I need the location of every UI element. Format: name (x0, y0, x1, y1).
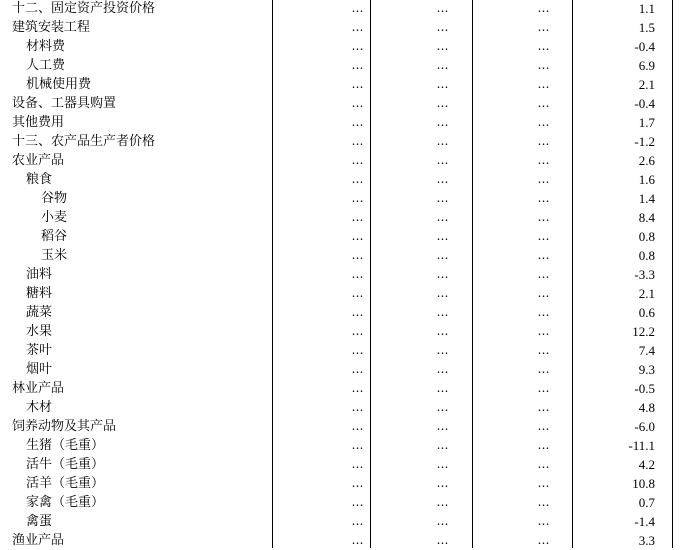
placeholder-cell: … (537, 115, 549, 129)
placeholder-cell: … (537, 343, 549, 357)
placeholder-cell: … (436, 514, 448, 528)
placeholder-cell: … (436, 324, 448, 338)
placeholder-cell: … (436, 495, 448, 509)
placeholder-cell: … (351, 20, 363, 34)
row-label: 人工费 (26, 58, 66, 73)
table-row (0, 151, 693, 170)
placeholder-cell: … (537, 419, 549, 433)
row-label: 粮食 (26, 172, 53, 187)
placeholder-cell: … (537, 153, 549, 167)
value-cell: 2.6 (638, 153, 655, 168)
row-label: 糖料 (26, 286, 53, 301)
placeholder-cell: … (537, 248, 549, 262)
row-label: 十二、固定资产投资价格 (12, 1, 156, 16)
value-cell: -0.4 (634, 39, 655, 54)
placeholder-cell: … (351, 229, 363, 243)
placeholder-cell: … (351, 381, 363, 395)
row-label: 小麦 (41, 210, 68, 225)
value-cell: 2.1 (638, 286, 655, 301)
placeholder-cell: … (537, 457, 549, 471)
table-row (0, 512, 693, 531)
placeholder-cell: … (351, 419, 363, 433)
row-label: 油料 (26, 267, 53, 282)
placeholder-cell: … (537, 191, 549, 205)
placeholder-cell: … (351, 134, 363, 148)
table-row (0, 94, 693, 113)
row-label: 谷物 (41, 191, 68, 206)
placeholder-cell: … (436, 476, 448, 490)
placeholder-cell: … (537, 438, 549, 452)
placeholder-cell: … (351, 514, 363, 528)
table-row (0, 493, 693, 512)
row-label: 材料费 (26, 39, 66, 54)
placeholder-cell: … (351, 248, 363, 262)
value-cell: 1.6 (638, 172, 655, 187)
row-label: 木材 (26, 400, 53, 415)
row-label: 禽蛋 (26, 514, 53, 529)
row-label: 十三、农产品生产者价格 (12, 134, 156, 149)
placeholder-cell: … (537, 1, 549, 15)
value-cell: -0.5 (634, 381, 655, 396)
placeholder-cell: … (537, 39, 549, 53)
value-cell: 0.6 (638, 305, 655, 320)
placeholder-cell: … (351, 476, 363, 490)
value-cell: 0.7 (638, 495, 655, 510)
placeholder-cell: … (351, 172, 363, 186)
placeholder-cell: … (436, 134, 448, 148)
value-cell: 4.8 (638, 400, 655, 415)
value-cell: 8.4 (638, 210, 655, 225)
placeholder-cell: … (537, 305, 549, 319)
placeholder-cell: … (537, 495, 549, 509)
placeholder-cell: … (436, 115, 448, 129)
table-row (0, 436, 693, 455)
placeholder-cell: … (351, 58, 363, 72)
value-cell: -6.0 (634, 419, 655, 434)
table-row (0, 398, 693, 417)
value-cell: 7.4 (638, 343, 655, 358)
table-row (0, 37, 693, 56)
placeholder-cell: … (436, 286, 448, 300)
placeholder-cell: … (351, 39, 363, 53)
placeholder-cell: … (436, 229, 448, 243)
placeholder-cell: … (436, 96, 448, 110)
value-cell: 6.9 (638, 58, 655, 73)
placeholder-cell: … (537, 381, 549, 395)
placeholder-cell: … (537, 533, 549, 547)
row-label: 蔬菜 (26, 305, 53, 320)
placeholder-cell: … (351, 115, 363, 129)
placeholder-cell: … (537, 324, 549, 338)
placeholder-cell: … (537, 96, 549, 110)
value-cell: -1.2 (634, 134, 655, 149)
placeholder-cell: … (351, 305, 363, 319)
placeholder-cell: … (537, 362, 549, 376)
placeholder-cell: … (436, 172, 448, 186)
value-cell: 3.3 (638, 533, 655, 548)
row-label: 烟叶 (26, 362, 53, 377)
table-row (0, 303, 693, 322)
table-row (0, 75, 693, 94)
placeholder-cell: … (436, 191, 448, 205)
value-cell: -0.4 (634, 96, 655, 111)
table-row (0, 132, 693, 151)
placeholder-cell: … (351, 1, 363, 15)
table-row (0, 170, 693, 189)
placeholder-cell: … (436, 77, 448, 91)
row-label: 生猪（毛重） (26, 438, 105, 453)
table-row (0, 322, 693, 341)
table-row (0, 246, 693, 265)
placeholder-cell: … (351, 96, 363, 110)
row-label: 其他费用 (12, 115, 65, 130)
placeholder-cell: … (436, 400, 448, 414)
table-row (0, 189, 693, 208)
placeholder-cell: … (537, 134, 549, 148)
table-row (0, 18, 693, 37)
value-cell: 1.1 (638, 1, 655, 16)
placeholder-cell: … (351, 286, 363, 300)
placeholder-cell: … (537, 20, 549, 34)
placeholder-cell: … (436, 20, 448, 34)
placeholder-cell: … (351, 153, 363, 167)
placeholder-cell: … (436, 438, 448, 452)
value-cell: -11.1 (628, 438, 655, 453)
table-row (0, 531, 693, 550)
placeholder-cell: … (537, 514, 549, 528)
placeholder-cell: … (351, 343, 363, 357)
table-row (0, 417, 693, 436)
placeholder-cell: … (436, 210, 448, 224)
placeholder-cell: … (436, 362, 448, 376)
placeholder-cell: … (537, 400, 549, 414)
row-label: 活羊（毛重） (26, 476, 105, 491)
row-label: 家禽（毛重） (26, 495, 105, 510)
placeholder-cell: … (351, 533, 363, 547)
placeholder-cell: … (436, 457, 448, 471)
row-label: 饲养动物及其产品 (12, 419, 117, 434)
placeholder-cell: … (351, 77, 363, 91)
placeholder-cell: … (351, 400, 363, 414)
placeholder-cell: … (537, 58, 549, 72)
row-label: 林业产品 (12, 381, 65, 396)
placeholder-cell: … (537, 172, 549, 186)
row-label: 茶叶 (26, 343, 53, 358)
table-row (0, 265, 693, 284)
row-label: 设备、工器具购置 (12, 96, 117, 111)
placeholder-cell: … (436, 39, 448, 53)
table-row (0, 284, 693, 303)
row-label: 活牛（毛重） (26, 457, 105, 472)
placeholder-cell: … (537, 267, 549, 281)
placeholder-cell: … (351, 191, 363, 205)
value-cell: 9.3 (638, 362, 655, 377)
row-label: 机械使用费 (26, 77, 92, 92)
placeholder-cell: … (351, 210, 363, 224)
placeholder-cell: … (351, 324, 363, 338)
placeholder-cell: … (436, 305, 448, 319)
table-row (0, 455, 693, 474)
placeholder-cell: … (436, 58, 448, 72)
placeholder-cell: … (436, 153, 448, 167)
placeholder-cell: … (351, 362, 363, 376)
placeholder-cell: … (436, 419, 448, 433)
table-row (0, 379, 693, 398)
table-row (0, 113, 693, 132)
table-row (0, 341, 693, 360)
table-row (0, 474, 693, 493)
placeholder-cell: … (351, 267, 363, 281)
placeholder-cell: … (537, 210, 549, 224)
value-cell: -3.3 (634, 267, 655, 282)
row-label: 水果 (26, 324, 53, 339)
placeholder-cell: … (436, 343, 448, 357)
value-cell: 0.8 (638, 248, 655, 263)
placeholder-cell: … (537, 476, 549, 490)
placeholder-cell: … (351, 495, 363, 509)
value-cell: 1.7 (638, 115, 655, 130)
placeholder-cell: … (537, 229, 549, 243)
row-label: 农业产品 (12, 153, 65, 168)
placeholder-cell: … (537, 77, 549, 91)
value-cell: 0.8 (638, 229, 655, 244)
placeholder-cell: … (436, 381, 448, 395)
placeholder-cell: … (537, 286, 549, 300)
value-cell: 1.4 (638, 191, 655, 206)
placeholder-cell: … (436, 248, 448, 262)
row-label: 建筑安装工程 (12, 20, 91, 35)
row-label: 稻谷 (41, 229, 68, 244)
table-row (0, 227, 693, 246)
placeholder-cell: … (436, 267, 448, 281)
placeholder-cell: … (351, 457, 363, 471)
value-cell: 12.2 (632, 324, 655, 339)
table-row (0, 208, 693, 227)
value-cell: 10.8 (632, 476, 655, 491)
table-row (0, 0, 693, 18)
value-cell: 2.1 (638, 77, 655, 92)
table-row (0, 360, 693, 379)
table-row (0, 56, 693, 75)
placeholder-cell: … (351, 438, 363, 452)
placeholder-cell: … (436, 1, 448, 15)
placeholder-cell: … (436, 533, 448, 547)
row-label: 玉米 (41, 248, 68, 263)
value-cell: -1.4 (634, 514, 655, 529)
row-label: 渔业产品 (12, 533, 65, 548)
value-cell: 4.2 (638, 457, 655, 472)
value-cell: 1.5 (638, 20, 655, 35)
